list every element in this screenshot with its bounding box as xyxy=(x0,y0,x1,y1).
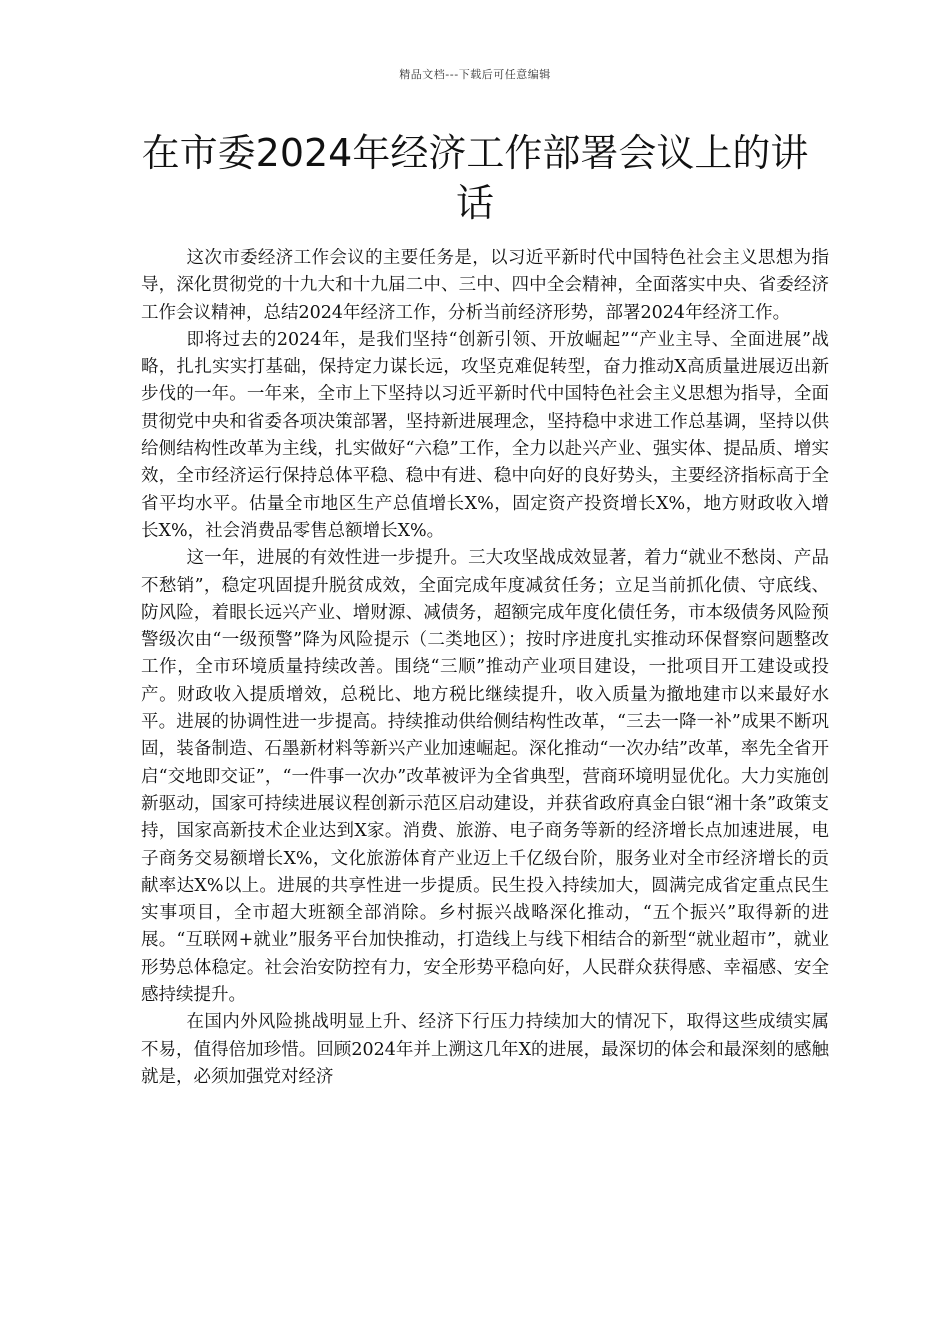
paragraph-4: 在国内外风险挑战明显上升、经济下行压力持续加大的情况下，取得这些成绩实属不易，值得倍加珍惜。回顾2024年并上溯这几年X的进展，最深切的体会和最深刻的感触就是，必须加强党对经济 xyxy=(141,1012,829,1087)
paragraph-3: 这一年，进展的有效性进一步提升。三大攻坚战成效显著，着力“就业不愁岗、产品不愁销”，稳定巩固提升脱贫成效，全面完成年度减贫任务；立足当前抓化债、守底线、防风险，着眼长远兴产业、增财源、减债务，超额完成年度化债任务，市本级债务风险预警级次由“一级预警”降为风险提示（二类地区）；按时序进度扎实推动环保督察问题整改工作，全市环境质量持续改善。围绕“三顺”推动产业项目建设，一批项目开工建设或投产。财政收入提质增效，总税比、地方税比继续提升，收入质量为撤地建市以来最好水平。进展的协调性进一步提高。持续推动供给侧结构性改革，“三去一降一补”成果不断巩固，装备制造、石墨新材料等新兴产业加速崛起。深化推动“一次办结”改革，率先全省开启“交地即交证”，“一件事一次办”改革被评为全省典型，营商环境明显优化。大力实施创新驱动，国家可持续进展议程创新示范区启动建设，并获省政府真金白银“湘十条”政策支持，国家高新技术企业达到X家。消费、旅游、电子商务等新的经济增长点加速进展，电子商务交易额增长X%，文化旅游体育产业迈上千亿级台阶，服务业对全市经济增长的贡献率达X%以上。进展的共享性进一步提质。民生投入持续加大，圆满完成省定重点民生实事项目，全市超大班额全部消除。乡村振兴战略深化推动，“五个振兴”取得新的进展。“互联网+就业”服务平台加快推动，打造线上与线下相结合的新型“就业超市”，就业形势总体稳定。社会治安防控有力，安全形势平稳向好，人民群众获得感、幸福感、安全感持续提升。 xyxy=(141,548,829,1006)
paragraph-1: 这次市委经济工作会议的主要任务是，以习近平新时代中国特色社会主义思想为指导，深化贯彻党的十九大和十九届二中、三中、四中全会精神，全面落实中央、省委经济工作会议精神，总结2024年经济工作，分析当前经济形势，部署2024年经济工作。 xyxy=(141,248,829,323)
header-note: 精品文档---下载后可任意编辑 xyxy=(399,68,551,81)
paragraph-2: 即将过去的2024年，是我们坚持“创新引领、开放崛起”“产业主导、全面进展”战略，扎扎实实打基础，保持定力谋长远，攻坚克难促转型，奋力推动X高质量进展迈出新步伐的一年。一年来，全市上下坚持以习近平新时代中国特色社会主义思想为指导，全面贯彻党中央和省委各项决策部署，坚持新进展理念，坚持稳中求进工作总基调，坚持以供给侧结构性改革为主线，扎实做好“六稳”工作，全力以赴兴产业、强实体、提品质、增实效，全市经济运行保持总体平稳、稳中有进、稳中向好的良好势头，主要经济指标高于全省平均水平。估量全市地区生产总值增长X%，固定资产投资增长X%，地方财政收入增长X%，社会消费品零售总额增长X%。 xyxy=(141,329,829,541)
document-body xyxy=(141,245,829,1091)
document-title: 在市委2024年经济工作部署会议上的讲话 xyxy=(141,131,809,225)
